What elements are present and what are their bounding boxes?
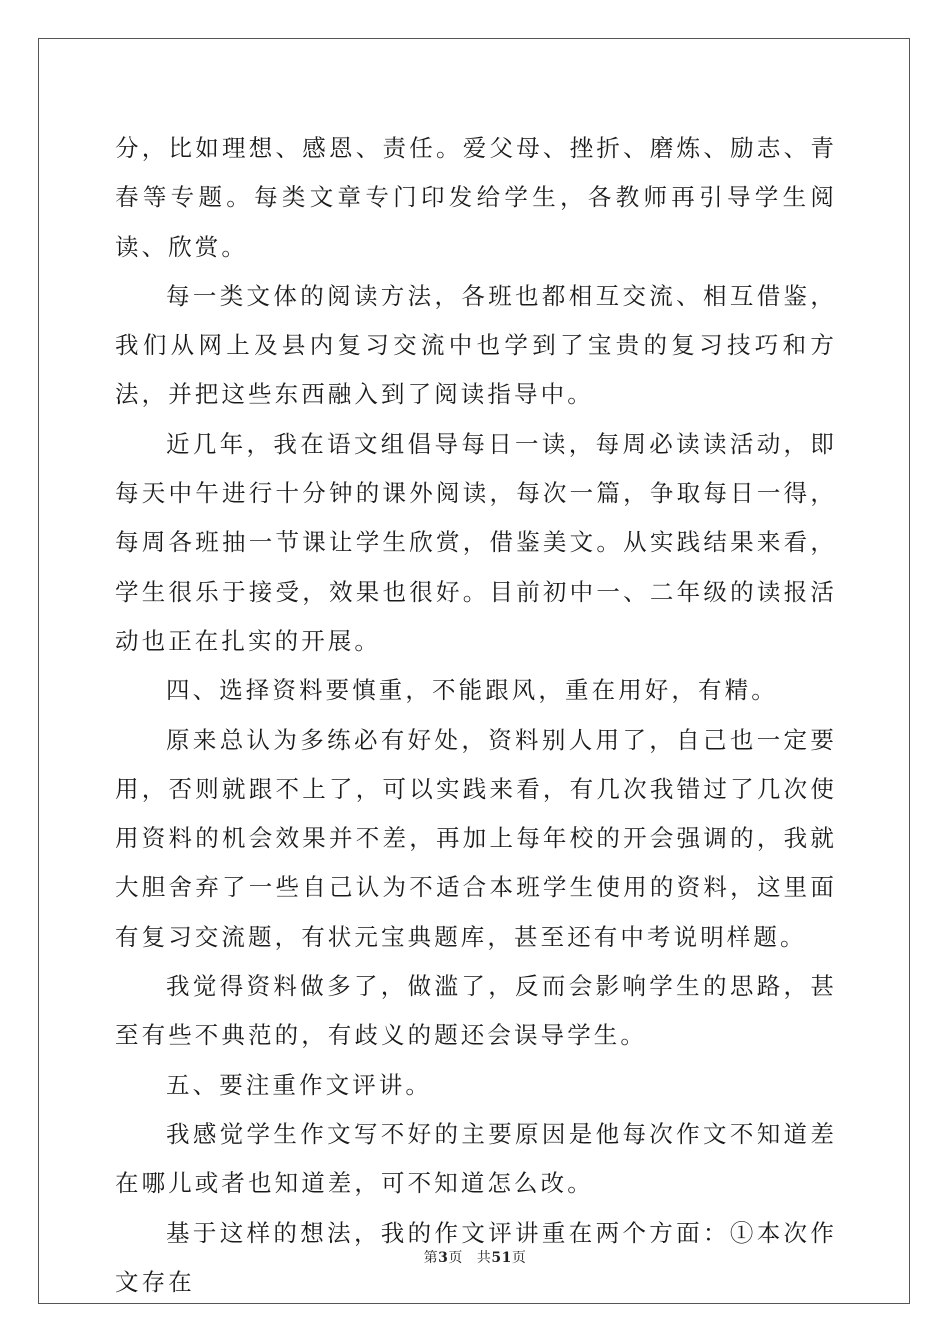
total-prefix: 共 bbox=[476, 1250, 492, 1266]
page-prefix: 第 bbox=[423, 1250, 439, 1266]
paragraph-5: 原来总认为多练必有好处，资料别人用了，自己也一定要用，否则就跟不上了，可以实践来看，有几次我错过了几次使用资料的机会效果并不差，再加上每年校的开会强调的，我就大胆舍弃了一些自己认为不适合本班学生使用的资料，这里面有复习交流题，有状元宝典题库，甚至还有中考说明样题。 bbox=[115, 725, 837, 951]
total-pages: 51 bbox=[491, 1250, 512, 1266]
total-suffix: 页 bbox=[511, 1250, 527, 1266]
paragraph-2: 每一类文体的阅读方法，各班也都相互交流、相互借鉴，我们从网上及县内复习交流中也学到了宝贵的复习技巧和方法，并把这些东西融入到了阅读指导中。 bbox=[115, 281, 837, 409]
page-suffix: 页 bbox=[448, 1250, 463, 1266]
paragraph-6: 我觉得资料做多了，做滥了，反而会影响学生的思路，甚至有些不典范的，有歧义的题还会误导学生。 bbox=[115, 972, 837, 1050]
paragraph-9: 基于这样的想法，我的作文评讲重在两个方面：①本次作文存在 bbox=[115, 1218, 837, 1296]
document-body bbox=[115, 124, 837, 1307]
section-heading-4: 四、选择资料要慎重，不能跟风，重在用好，有精。 bbox=[166, 676, 778, 705]
paragraph-8: 我感觉学生作文写不好的主要原因是他每次作文不知道差在哪儿或者也知道差，可不知道怎么改。 bbox=[115, 1119, 837, 1198]
paragraph-1: 分，比如理想、感恩、责任。爱父母、挫折、磨炼、励志、青春等专题。每类文章专门印发给学生，各教师再引导学生阅读、欣赏。 bbox=[115, 134, 837, 261]
page-footer bbox=[0, 1247, 950, 1267]
section-heading-5: 五、要注重作文评讲。 bbox=[166, 1070, 432, 1099]
page-number: 3 bbox=[438, 1250, 449, 1266]
paragraph-3: 近几年，我在语文组倡导每日一读，每周必读读活动，即每天中午进行十分钟的课外阅读，每次一篇，争取每日一得，每周各班抽一节课让学生欣赏，借鉴美文。从实践结果来看，学生很乐于接受，效果也很好。目前初中一、二年级的读报活动也正在扎实的开展。 bbox=[115, 429, 837, 655]
